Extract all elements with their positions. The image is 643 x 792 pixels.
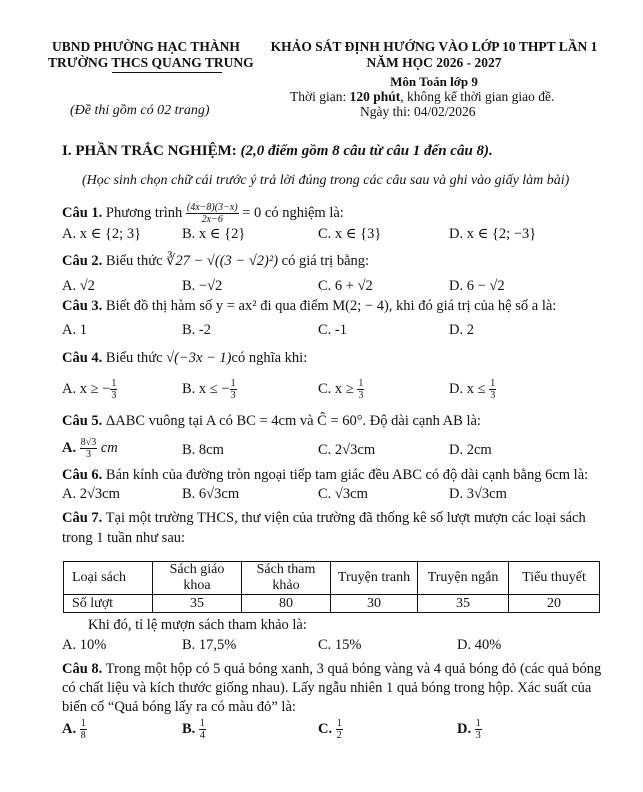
table-header-cell: Tiểu thuyết	[509, 562, 600, 595]
section-instruction: (Học sinh chọn chữ cái trước ý trả lời đúng trong các câu sau và ghi vào giấy làm bài)	[82, 173, 570, 188]
table-cell: 80	[242, 595, 331, 613]
question-2: Câu 2. Biểu thức ∛27 − √((3 − √2)²) có giá trị bằng:	[62, 253, 370, 269]
table-row	[64, 595, 600, 613]
q1-option-d[interactable]: D. x ∈ {2; −3}	[449, 226, 537, 242]
table-header-cell: Loại sách	[64, 562, 153, 595]
subject: Môn Toán lớp 9	[390, 74, 478, 89]
q2-option-c[interactable]: C. 6 + √2	[318, 278, 373, 294]
q7-option-a[interactable]: A. 10%	[62, 637, 107, 653]
question-7-line2: trong 1 tuần như sau:	[62, 530, 186, 546]
table-cell: 30	[331, 595, 418, 613]
book-loan-table	[63, 561, 600, 613]
q4-option-a[interactable]: A. x ≥ − $\frac{1}{3}$	[62, 378, 117, 401]
q1-option-c[interactable]: C. x ∈ {3}	[318, 226, 382, 242]
q3-option-b[interactable]: B. -2	[182, 322, 211, 338]
q5-option-c[interactable]: C. 2√3cm	[318, 442, 376, 458]
q7-option-c[interactable]: C. 15%	[318, 637, 362, 653]
q3-option-d[interactable]: D. 2	[449, 322, 474, 338]
q5-option-b[interactable]: B. 8cm	[182, 442, 224, 458]
section-title: I. PHẦN TRẮC NGHIỆM: (2,0 điểm gồm 8 câu từ câu 1 đến câu 8).	[62, 143, 493, 159]
q6-option-c[interactable]: C. √3cm	[318, 486, 368, 502]
org-line-1: UBND PHƯỜNG HẠC THÀNH	[52, 39, 240, 54]
question-8-line3: biến cố “Quả bóng lấy ra có màu đỏ” là:	[62, 699, 296, 715]
table-cell: 20	[509, 595, 600, 613]
q3-option-c[interactable]: C. -1	[318, 322, 347, 338]
q2-option-d[interactable]: D. 6 − √2	[449, 278, 505, 294]
q2-option-b[interactable]: B. −√2	[182, 278, 223, 294]
q6-option-d[interactable]: D. 3√3cm	[449, 486, 507, 502]
question-5: Câu 5. ΔABC vuông tại A có BC = 4cm và Ĉ = 60°. Độ dài cạnh AB là:	[62, 413, 481, 429]
table-cell: 35	[153, 595, 242, 613]
q4-option-d[interactable]: D. x ≤ $\frac{1}{3}$	[449, 378, 496, 401]
q8-option-c[interactable]: C. $\frac{1}{2}$	[318, 718, 342, 741]
q7-followup: Khi đó, tỉ lệ mượn sách tham khảo là:	[88, 617, 307, 633]
exam-date: Ngày thi: 04/02/2026	[360, 104, 476, 119]
school-name: TRƯỜNG THCS QUANG TRUNG	[48, 55, 254, 70]
q8-option-d[interactable]: D. $\frac{1}{3}$	[457, 718, 481, 741]
q6-option-b[interactable]: B. 6√3cm	[182, 486, 240, 502]
question-1: Câu 1. Phương trình $\frac{(4x-8)(3-x)}{2x-6}$ = 0 có nghiệm là:	[62, 202, 344, 225]
q5-option-a[interactable]: A. $\frac{8√3}{3}$ cm	[62, 437, 118, 460]
q4-option-c[interactable]: C. x ≥ $\frac{1}{3}$	[318, 378, 364, 401]
q2-option-a[interactable]: A. √2	[62, 278, 95, 294]
exam-time: Thời gian: 120 phút, không kể thời gian giao đề.	[290, 89, 555, 104]
q7-option-d[interactable]: D. 40%	[457, 637, 502, 653]
q3-option-a[interactable]: A. 1	[62, 322, 87, 338]
table-header-cell: Truyện ngắn	[418, 562, 509, 595]
table-row-label: Số lượt	[64, 595, 153, 613]
question-7: Câu 7. Tại một trường THCS, thư viện của trường đã thống kê số lượt mượn các loại sách	[62, 510, 586, 526]
table-cell: 35	[418, 595, 509, 613]
page-count-note: (Đề thi gồm có 02 trang)	[70, 103, 210, 118]
q1-fraction: $\frac{(4x-8)(3-x)}{2x-6}$	[186, 202, 238, 225]
exam-title: KHẢO SÁT ĐỊNH HƯỚNG VÀO LỚP 10 THPT LẦN 1	[270, 39, 598, 54]
table-header-cell: Sách giáo khoa	[153, 562, 242, 595]
question-3: Câu 3. Biết đồ thị hàm số y = ax² đi qua điểm M(2; − 4), khi đó giá trị của hệ số a là:	[62, 298, 557, 314]
q1-option-b[interactable]: B. x ∈ {2}	[182, 226, 246, 242]
table-header-row	[64, 562, 600, 595]
question-8-line2: có chất liệu và kích thước giống nhau). Lấy ngẫu nhiên 1 quả bóng trong hộp. Xác suất của	[62, 680, 592, 696]
question-8: Câu 8. Trong một hộp có 5 quả bóng xanh, 3 quả bóng vàng và 4 quả bóng đỏ (các quả bóng	[62, 661, 602, 677]
school-year: NĂM HỌC 2026 - 2027	[366, 55, 502, 70]
q6-option-a[interactable]: A. 2√3cm	[62, 486, 120, 502]
q5-option-d[interactable]: D. 2cm	[449, 442, 492, 458]
question-4: Câu 4. Biểu thức √(−3x − 1)có nghĩa khi:	[62, 350, 308, 366]
q4-option-b[interactable]: B. x ≤ − $\frac{1}{3}$	[182, 378, 236, 401]
q1-option-a[interactable]: A. x ∈ {2; 3}	[62, 226, 142, 242]
school-underline	[112, 72, 222, 73]
table-header-cell: Sách tham khảo	[242, 562, 331, 595]
table-header-cell: Truyện tranh	[331, 562, 418, 595]
q8-option-b[interactable]: B. $\frac{1}{4}$	[182, 718, 205, 741]
q7-option-b[interactable]: B. 17,5%	[182, 637, 237, 653]
q8-option-a[interactable]: A. $\frac{1}{8}$	[62, 718, 86, 741]
question-6: Câu 6. Bán kính của đường tròn ngoại tiếp tam giác đều ABC có độ dài cạnh bằng 6cm là:	[62, 467, 589, 483]
